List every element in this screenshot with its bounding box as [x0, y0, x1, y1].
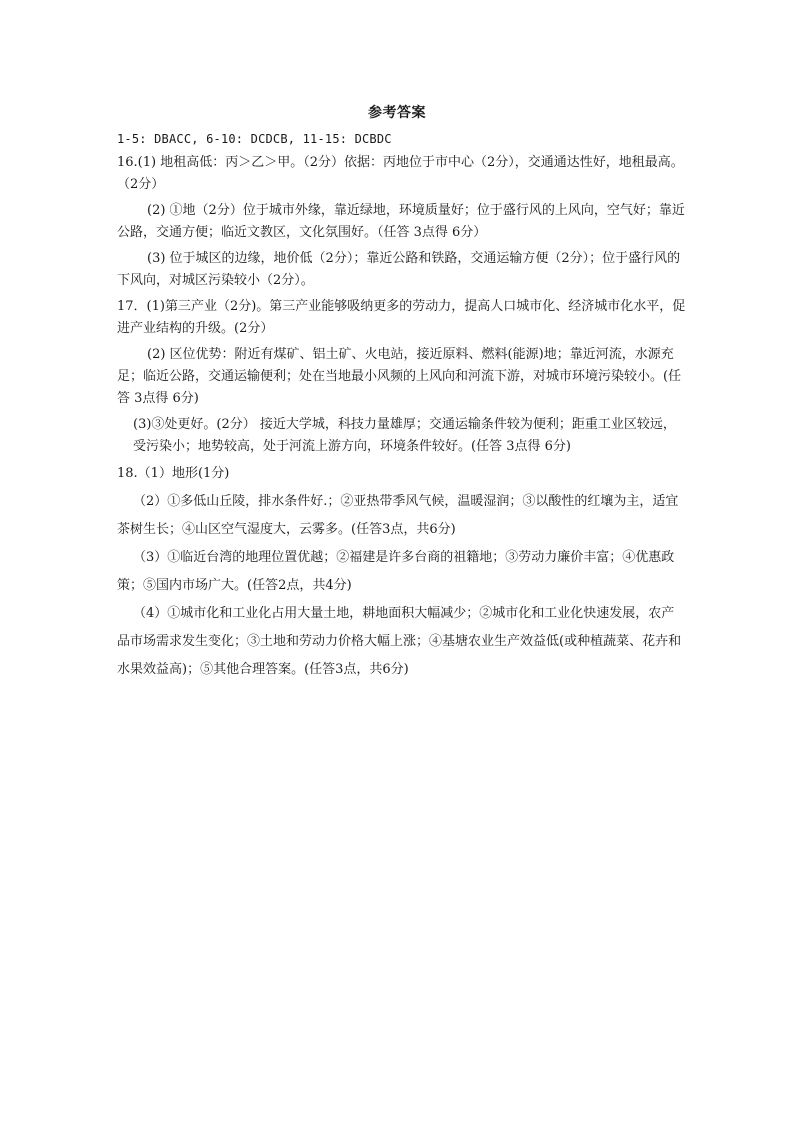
q16-part2: (2) ①地（2分）位于城市外缘，靠近绿地，环境质量好；位于盛行风的上风向，空气好；靠近公路，交通方便；临近文教区，文化氛围好。（任答 3点得 6分） [117, 203, 685, 240]
q17-part1: 17．(1)第三产业（2分)。第三产业能够吸纳更多的劳动力，提高人口城市化、经济城市化水平，促进产业结构的升级。(2分） [117, 299, 686, 336]
q18-part2: （2）①多低山丘陵，排水条件好.；②亚热带季风气候，温暖湿润；③以酸性的红壤为主，适宜茶树生长；④山区空气湿度大，云雾多。(任答3点，共6分) [117, 494, 679, 537]
q17-part2: (2) 区位优势：附近有煤矿、铝土矿、火电站，接近原料、燃料(能源)地；靠近河流，水源充足；临近公路，交通运输便利；处在当地最小风频的上风向和河流下游，对城市环境污染较小。(任答 3点得 6分) [117, 347, 682, 406]
q17-part3: (3)③处更好。(2分） 接近大学城，科技力量雄厚；交通运输条件较为便利；距重工业区较远，受污染小；地势较高，处于河流上游方向，环境条件较好。(任答 3点得 6分) [133, 417, 676, 454]
q18-part1: 18.（1）地形(1分) [117, 466, 230, 481]
answer-content [117, 128, 687, 684]
q18-part4: （4）①城市化和工业化占用大量土地，耕地面积大幅减少；②城市化和工业化快速发展，农产品市场需求发生变化；③土地和劳动力价格大幅上涨；④基塘农业生产效益低(或种植蔬菜、花卉和水果效益高)；⑤其他合理答案。(任答3点，共6分) [117, 606, 682, 677]
multiple-choice-answers: 1-5: DBACC, 6-10: DCDCB, 11-15: DCBDC [117, 132, 392, 146]
q16-part1: 16.(1) 地租高低：丙＞乙＞甲。（2分）依据：丙地位于市中心（2分），交通通达性好，地租最高。（2分） [117, 155, 684, 192]
page-title: 参考答案 [368, 105, 426, 121]
q18-part3: （3）①临近台湾的地理位置优越；②福建是许多台商的祖籍地；③劳动力廉价丰富；④优惠政策；⑤国内市场广大。(任答2点，共4分) [117, 550, 675, 593]
q16-part3: (3) 位于城区的边缘，地价低（2分）；靠近公路和铁路，交通运输方便（2分）；位于盛行风的下风向，对城区污染较小（2分）。 [117, 251, 681, 288]
